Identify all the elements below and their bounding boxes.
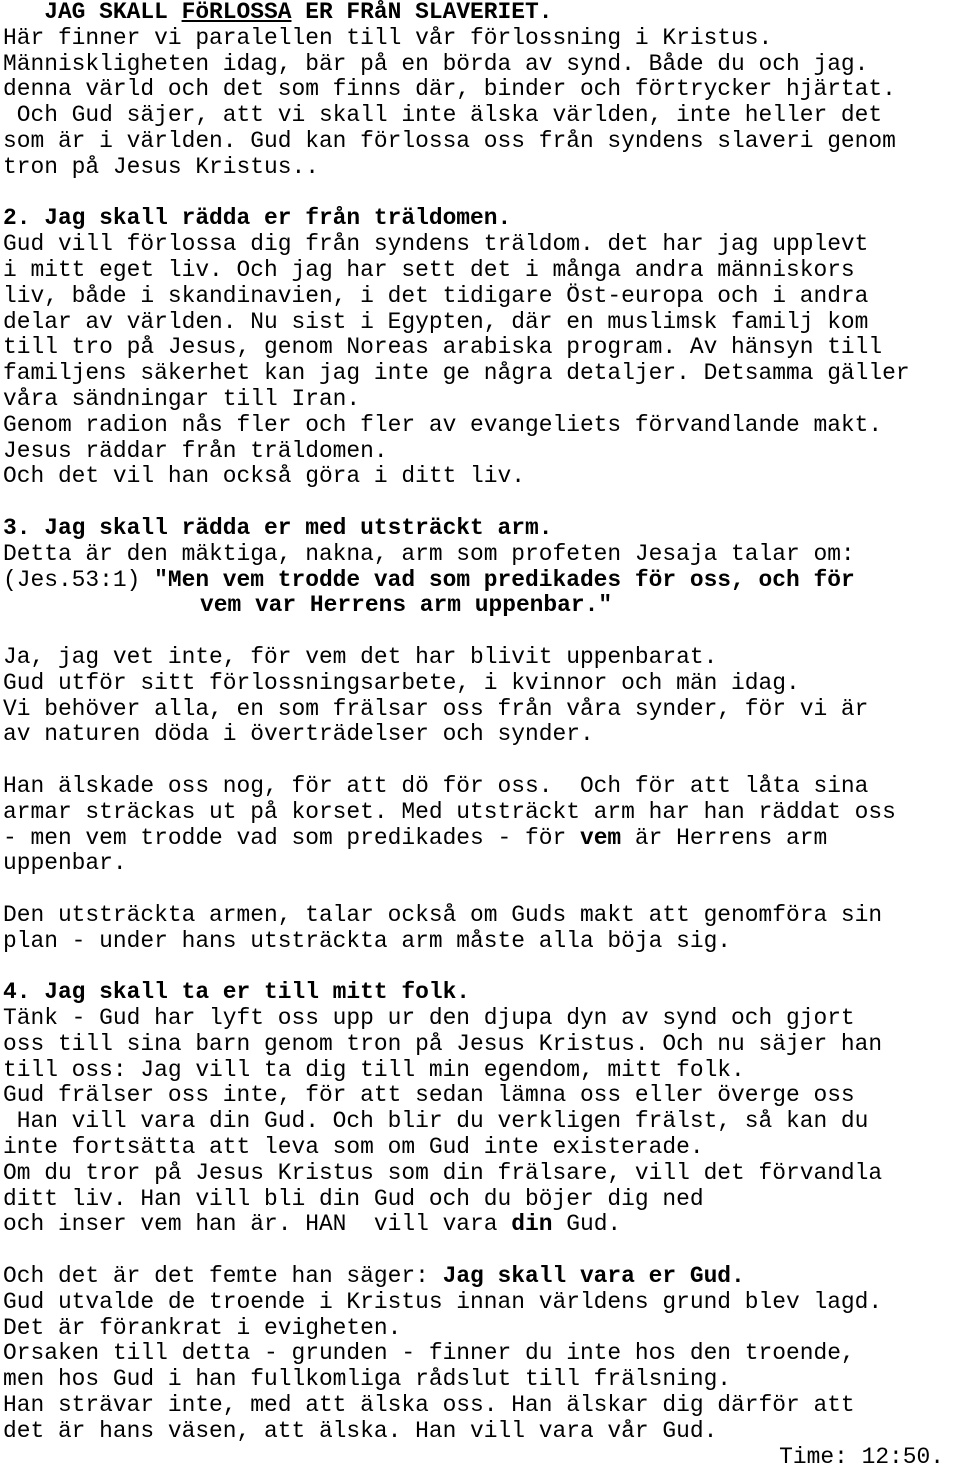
- text-line: Gud frälser oss inte, för att sedan lämna oss eller överge oss: [3, 1082, 855, 1109]
- section-5: [3, 1264, 960, 1445]
- text-line: till tro på Jesus, genom Noreas arabiska program. Av hänsyn till: [3, 334, 883, 361]
- text-line: Ja, jag vet inte, för vem det har blivit uppenbarat.: [3, 643, 718, 670]
- section-3-paragraph-3: [3, 903, 960, 955]
- text-line: plan - under hans utsträckta arm måste alla böja sig.: [3, 927, 732, 954]
- section-3-paragraph-2: [3, 774, 960, 877]
- text-line: Vi behöver alla, en som frälsar oss från våra synder, för vi är: [3, 695, 869, 722]
- section-3-paragraph-1: [3, 645, 960, 748]
- text-line: Orsaken till detta - grunden - finner du inte hos den troende,: [3, 1340, 855, 1367]
- text-line: - men vem trodde vad som predikades - för vem är Herrens arm: [3, 824, 828, 851]
- section-2: [3, 232, 960, 490]
- text-line: men hos Gud i han fullkomliga rådslut till frälsning.: [3, 1366, 732, 1393]
- text-line: Tänk - Gud har lyft oss upp ur den djupa dyn av synd och gjort: [3, 1005, 855, 1032]
- bible-quote: (Jes.53:1) "Men vem trodde vad som predikades för oss, och för: [3, 566, 855, 593]
- text-line: Och Gud säjer, att vi skall inte älska världen, inte heller det: [3, 102, 883, 129]
- text-line: Han strävar inte, med att älska oss. Han älskar dig därför att: [3, 1392, 855, 1419]
- section-4: [3, 1006, 960, 1238]
- heading-1: JAG SKALL FöRLOSSA ER FRåN SLAVERIET.: [3, 0, 553, 25]
- text-line: familjens säkerhet kan jag inte ge några detaljer. Detsamma gäller: [3, 360, 910, 387]
- text-line: i mitt eget liv. Och jag har sett det i många andra människors: [3, 256, 855, 283]
- text-line: uppenbar.: [3, 850, 127, 877]
- text-line: Här finner vi paralellen till vår förlossning i Kristus.: [3, 24, 773, 51]
- text-line: Gud utvalde de troende i Kristus innan världens grund blev lagd.: [3, 1288, 883, 1315]
- text-line: tron på Jesus Kristus..: [3, 153, 319, 180]
- time-stamp: Time: 12:50.: [779, 1443, 944, 1470]
- text-line: Och det är det femte han säger: Jag skall vara er Gud.: [3, 1263, 745, 1290]
- text-line: av naturen döda i överträdelser och synder.: [3, 721, 594, 748]
- text-line: Det är förankrat i evigheten.: [3, 1314, 402, 1341]
- heading-3: 3. Jag skall rädda er med utsträckt arm.: [3, 514, 553, 541]
- text-line: till oss: Jag vill ta dig till min egendom, mitt folk.: [3, 1056, 745, 1083]
- text-line: och inser vem han är. HAN vill vara din Gud.: [3, 1211, 622, 1238]
- text-line: ditt liv. Han vill bli din Gud och du böjer dig ned: [3, 1185, 704, 1212]
- text-line: Genom radion nås fler och fler av evangeliets förvandlande makt.: [3, 411, 883, 438]
- text-line: Han vill vara din Gud. Och blir du verkligen frälst, så kan du: [3, 1108, 869, 1135]
- text-line: Han älskade oss nog, för att dö för oss. Och för att låta sina: [3, 772, 869, 799]
- section-1: [3, 26, 960, 181]
- text-line: det är hans väsen, att älska. Han vill vara vår Gud.: [3, 1417, 718, 1444]
- text-line: Om du tror på Jesus Kristus som din frälsare, vill det förvandla: [3, 1159, 883, 1186]
- text-line: armar sträckas ut på korset. Med utsträckt arm har han räddat oss: [3, 798, 896, 825]
- text-line: Den utsträckta armen, talar också om Guds makt att genomföra sin: [3, 901, 883, 928]
- text-line: våra sändningar till Iran.: [3, 385, 361, 412]
- text-line: denna värld och det som finns där, binder och förtrycker hjärtat.: [3, 76, 896, 103]
- text-line: Människligheten idag, bär på en börda av synd. Både du och jag.: [3, 50, 869, 77]
- text-line: Och det vil han också göra i ditt liv.: [3, 463, 525, 490]
- text-line: oss till sina barn genom tron på Jesus Kristus. Och nu säjer han: [3, 1030, 883, 1057]
- text-line: Gud utför sitt förlossningsarbete, i kvinnor och män idag.: [3, 669, 800, 696]
- heading-2: 2. Jag skall rädda er från träldomen.: [3, 205, 512, 232]
- bible-quote-continued: vem var Herrens arm uppenbar.": [200, 592, 613, 619]
- text-line: Gud vill förlossa dig från syndens träldom. det har jag upplevt: [3, 231, 869, 258]
- text-line: som är i världen. Gud kan förlossa oss från syndens slaveri genom: [3, 127, 896, 154]
- text-line: delar av världen. Nu sist i Egypten, där en muslimsk familj kom: [3, 308, 869, 335]
- heading-4: 4. Jag skall ta er till mitt folk.: [3, 979, 471, 1006]
- text-line: inte fortsätta att leva som om Gud inte existerade.: [3, 1134, 704, 1161]
- text-line: liv, både i skandinavien, i det tidigare Öst-europa och i andra: [3, 282, 869, 309]
- text-line: Detta är den mäktiga, nakna, arm som profeten Jesaja talar om:: [3, 540, 855, 567]
- text-line: Jesus räddar från träldomen.: [3, 437, 388, 464]
